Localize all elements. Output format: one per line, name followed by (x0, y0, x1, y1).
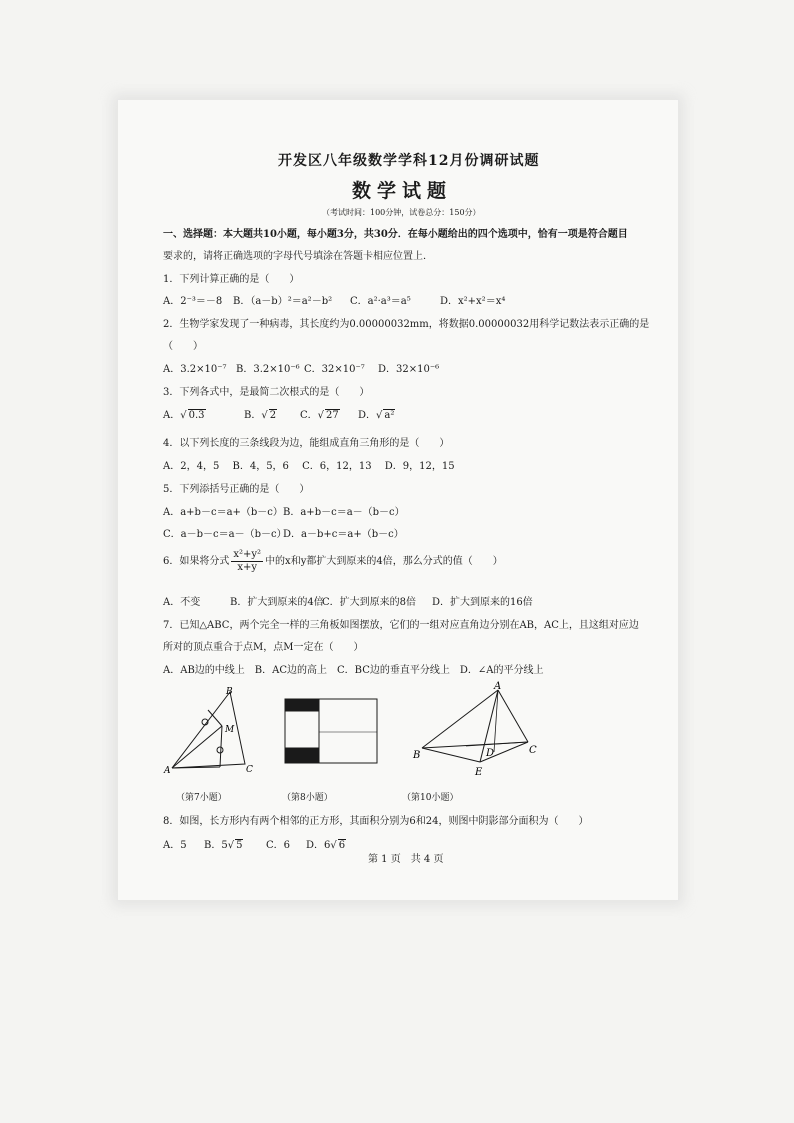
fig7-label-a: A (164, 766, 171, 776)
section-heading: 一、选择题：本大题共10小题，每小题3分，共30分．在每小题给出的四个选项中，恰有一项是符合题目 (163, 229, 628, 240)
q2-option-c: C．32×10⁻⁷ (304, 364, 365, 375)
fig10-label-a: A (494, 681, 502, 692)
q6-fraction (231, 549, 263, 574)
q3-option-c-radicand: 27 (326, 410, 339, 421)
q2-option-d: D．32×10⁻⁶ (378, 364, 440, 375)
q5-option-d: D．a－b+c＝a+（b－c） (283, 529, 404, 540)
exam-title: 开发区八年级数学学科12月份调研试题 (278, 153, 540, 169)
q1-stem: 1．下列计算正确的是（ ） (163, 274, 300, 285)
q4-stem: 4．以下列长度的三条线段为边，能组成直角三角形的是（ ） (163, 438, 450, 449)
q8-option-c: C．6 (266, 840, 291, 851)
q3-option-d-label: D． (358, 410, 377, 421)
q3-stem: 3．下列各式中，是最简二次根式的是（ ） (163, 387, 370, 398)
q3-option-a: A．√ 0.3 (163, 410, 205, 421)
q6-option-c: C．扩大到原来的8倍 (322, 597, 417, 608)
fig10-label-d: D (486, 748, 495, 759)
q5-stem: 5．下列添括号正确的是（ ） (163, 484, 310, 495)
q8-option-a: A．5 (163, 840, 187, 851)
q6-option-d: D．扩大到原来的16倍 (432, 597, 533, 608)
q1-option-a: A．2⁻³＝－8 (163, 296, 223, 307)
q7-options: A．AB边的中线上 B．AC边的高上 C．BC边的垂直平分线上 D．∠A的平分线上 (163, 665, 544, 676)
q6-option-b: B．扩大到原来的4倍 (230, 597, 324, 608)
q8-option-d: D．6√ 6 (306, 840, 346, 851)
q7-stem-2: 所对的顶点重合于点M，点M一定在（ ） (163, 642, 364, 653)
q8-option-b-radicand: 5 (236, 840, 243, 851)
fig7-caption: （第7小题） (176, 793, 227, 803)
q6-option-a: A．不变 (163, 597, 201, 608)
q2-option-b: B．3.2×10⁻⁶ (236, 364, 300, 375)
figure-10 (410, 680, 550, 780)
q8-option-d-label: D．6 (306, 840, 331, 851)
q7-stem: 7．已知△ABC，两个完全一样的三角板如图摆放，它们的一组对应直角边分别在AB，AC上，且这组对应边 (163, 620, 639, 631)
q6-stem-post: 中的x和y都扩大到原来的4倍，那么分式的值（ ） (265, 556, 503, 567)
figure-7 (160, 684, 260, 776)
q3-option-a-radicand: 0.3 (188, 410, 205, 421)
q5-option-a: A．a+b－c＝a+（b－c） (163, 507, 283, 518)
q3-option-a-label: A． (163, 410, 181, 421)
q3-option-c: C．√ 27 (300, 410, 339, 421)
q8-option-d-radicand: 6 (338, 840, 346, 851)
fig10-label-e: E (475, 767, 483, 778)
page-footer: 第 1 页 共 4 页 (368, 854, 444, 865)
q5-option-b: B．a+b－c＝a－（b－c） (283, 507, 405, 518)
figure-8 (282, 696, 380, 768)
q3-option-d: D．√ a² (358, 410, 395, 421)
q8-stem: 8．如图，长方形内有两个相邻的正方形，其面积分别为6和24，则图中阴影部分面积为（ ） (163, 816, 589, 827)
q4-options: A．2，4，5 B．4，5，6 C．6，12，13 D．9，12，15 (163, 461, 455, 472)
q1-option-d: D．x²+x²＝x⁴ (440, 296, 506, 307)
q3-option-b-radicand: 2 (269, 410, 277, 421)
q3-option-b: B．√ 2 (244, 410, 277, 421)
fig8-caption: （第8小题） (282, 793, 333, 803)
fig7-label-c: C (246, 765, 253, 775)
q3-option-b-label: B． (244, 410, 262, 421)
q8-option-b-label: B．5 (204, 840, 228, 851)
q6-fraction-numerator: x²+y² (233, 549, 262, 560)
fig7-label-b: B (226, 687, 233, 697)
q3-option-d-radicand: a² (384, 410, 395, 421)
fig10-label-c: C (529, 745, 537, 756)
section-heading-2: 要求的，请将正确选项的字母代号填涂在答题卡相应位置上． (163, 251, 433, 262)
q2-option-a: A．3.2×10⁻⁷ (163, 364, 227, 375)
scanned-page (118, 100, 678, 900)
q6-fraction-denominator: x+y (237, 562, 258, 573)
q6-stem (163, 549, 503, 574)
fig10-caption: （第10小题） (402, 793, 459, 803)
q6-stem-pre: 6．如果将分式 (163, 556, 230, 567)
q2-paren: （ ） (163, 341, 203, 352)
subject-title: 数学试题 (352, 180, 453, 202)
fig10-label-b: B (413, 750, 421, 761)
q8-option-b: B．5√ 5 (204, 840, 243, 851)
fig7-label-m: M (225, 725, 235, 735)
q2-stem: 2．生物学家发现了一种病毒，其长度约为0.00000032mm，将数据0.00000032用科学记数法表示正确的是 (163, 319, 650, 330)
q5-option-c: C．a－b－c＝a－（b－c） (163, 529, 287, 540)
q1-option-c: C．a²·a³＝a⁵ (350, 296, 411, 307)
q1-option-b: B．（a－b）²＝a²－b² (233, 296, 333, 307)
exam-info: （考试时间：100分钟，试卷总分：150分） (322, 208, 481, 217)
q3-option-c-label: C． (300, 410, 318, 421)
